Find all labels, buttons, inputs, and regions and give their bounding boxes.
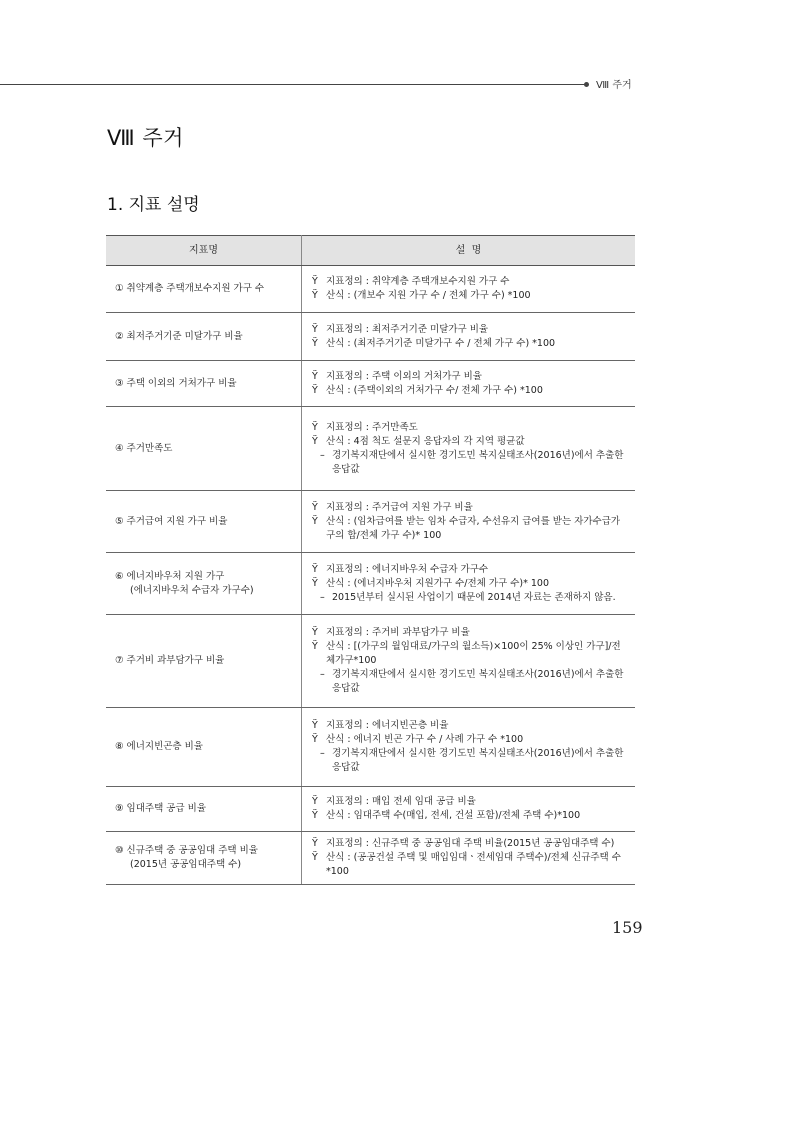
bullet-marker: Ÿ — [312, 276, 318, 287]
indicator-description-cell — [302, 313, 636, 361]
header-rule — [0, 84, 585, 85]
indicator-name: ③ 주택 이외의 거처가구 비율 — [115, 377, 237, 389]
bullet-marker: Ÿ — [312, 720, 318, 731]
description-bullet — [312, 421, 627, 435]
bullet-text: 산식 : (공공건설 주택 및 매입임대ㆍ전세임대 주택수)/전체 신규주택 수 *100 — [326, 852, 621, 877]
description-bullet — [312, 640, 627, 668]
bullet-text: 산식 : (주택이외의 거처가구 수/ 전체 가구 수) *100 — [326, 384, 543, 396]
indicator-description-cell — [302, 361, 636, 407]
indicator-description-cell — [302, 407, 636, 491]
dash-marker: – — [320, 449, 325, 461]
description-bullet — [312, 733, 627, 747]
subnote-text: 경기복지재단에서 실시한 경기도민 복지실태조사(2016년)에서 추출한 응답값 — [332, 748, 624, 773]
indicator-name: ⑧ 에너지빈곤층 비율 — [115, 741, 203, 752]
table-body — [106, 266, 635, 885]
bullet-text: 지표정의 : 최저주거기준 미달가구 비율 — [326, 323, 489, 335]
running-header: Ⅷ 주거 — [596, 80, 632, 91]
page-number: 159 — [612, 918, 643, 937]
bullet-text: 지표정의 : 주택 이외의 거처가구 비율 — [326, 370, 482, 382]
table-row — [106, 553, 635, 615]
description-bullet — [312, 851, 627, 879]
bullet-text: 지표정의 : 매입 전세 임대 공급 비율 — [326, 796, 476, 807]
description-bullet — [312, 323, 627, 337]
bullet-marker: Ÿ — [312, 435, 318, 447]
table-row — [106, 266, 635, 313]
description-bullet — [312, 337, 627, 351]
bullet-text: 지표정의 : 주거비 과부담가구 비율 — [326, 627, 470, 638]
dash-marker: – — [320, 748, 325, 759]
description-bullet — [312, 626, 627, 640]
description-bullet — [312, 435, 627, 449]
indicator-name-cell — [106, 313, 302, 361]
bullet-marker: Ÿ — [312, 563, 318, 575]
indicator-description-cell — [302, 553, 636, 615]
bullet-text: 산식 : (임차급여를 받는 임차 수급자, 수선유지 급여를 받는 자가수급가구의 합/전체 가구 수)* 100 — [326, 515, 621, 541]
chapter-title: Ⅷ 주거 — [107, 126, 184, 150]
indicator-description-cell — [302, 708, 636, 787]
indicator-name: ⑨ 임대주택 공급 비율 — [115, 803, 206, 814]
bullet-text: 산식 : (개보수 지원 가구 수 / 전체 가구 수) *100 — [326, 290, 531, 301]
bullet-marker: Ÿ — [312, 641, 318, 652]
table-row — [106, 787, 635, 832]
column-header-desc: 설 명 — [302, 236, 636, 266]
description-bullet — [312, 809, 627, 823]
indicator-name: ⑥ 에너지바우처 지원 가구 — [115, 570, 225, 582]
indicator-name-cell — [106, 361, 302, 407]
table-header-row — [106, 236, 635, 266]
description-subnote — [312, 449, 627, 477]
indicator-description-cell — [302, 832, 636, 885]
indicator-name-note: (2015년 공공임대주택 수) — [130, 859, 242, 870]
section-title: 1. 지표 설명 — [107, 195, 200, 215]
bullet-text: 산식 : (에너지바우처 지원가구 수/전체 가구 수)* 100 — [326, 577, 550, 589]
description-bullet — [312, 795, 627, 809]
indicator-table — [106, 235, 635, 885]
table-row — [106, 708, 635, 787]
description-bullet — [312, 515, 627, 543]
table-row — [106, 615, 635, 708]
bullet-text: 지표정의 : 취약계층 주택개보수지원 가구 수 — [326, 276, 510, 287]
indicator-description-cell — [302, 491, 636, 553]
indicator-description-cell — [302, 787, 636, 832]
description-subnote — [312, 591, 627, 605]
indicator-name-cell — [106, 708, 302, 787]
indicator-name-cell — [106, 615, 302, 708]
bullet-marker: Ÿ — [312, 852, 318, 863]
description-bullet — [312, 577, 627, 591]
table-row — [106, 313, 635, 361]
dash-marker: – — [320, 669, 325, 680]
indicator-name: ② 최저주거기준 미달가구 비율 — [115, 330, 243, 342]
indicator-name: ① 취약계층 주택개보수지원 가구 수 — [115, 283, 265, 294]
bullet-text: 산식 : 임대주택 수(매입, 전세, 건설 포함)/전체 주택 수)*100 — [326, 810, 581, 821]
bullet-marker: Ÿ — [312, 337, 318, 349]
bullet-marker: Ÿ — [312, 501, 318, 513]
subnote-text: 2015년부터 실시된 사업이기 때문에 2014년 자료는 존재하지 않음. — [332, 591, 616, 603]
bullet-marker: Ÿ — [312, 384, 318, 396]
bullet-marker: Ÿ — [312, 577, 318, 589]
bullet-text: 지표정의 : 에너지빈곤층 비율 — [326, 720, 449, 731]
description-bullet — [312, 384, 627, 398]
description-bullet — [312, 837, 627, 851]
bullet-text: 산식 : 4점 척도 설문지 응답자의 각 지역 평균값 — [326, 435, 525, 447]
indicator-name: ⑩ 신규주택 중 공공임대 주택 비율 — [115, 845, 258, 856]
indicator-name-cell — [106, 832, 302, 885]
description-bullet — [312, 501, 627, 515]
indicator-description-cell — [302, 615, 636, 708]
bullet-text: 산식 : [(가구의 월임대료/가구의 월소득)×100이 25% 이상인 가구]/전체가구*100 — [326, 641, 621, 666]
bullet-marker: Ÿ — [312, 627, 318, 638]
indicator-description-cell — [302, 266, 636, 313]
bullet-text: 지표정의 : 주거급여 지원 가구 비율 — [326, 501, 473, 513]
bullet-marker: Ÿ — [312, 290, 318, 301]
bullet-marker: Ÿ — [312, 838, 318, 849]
bullet-marker: Ÿ — [312, 421, 318, 433]
bullet-text: 산식 : 에너지 빈곤 가구 수 / 사례 가구 수 *100 — [326, 734, 524, 745]
column-header-name: 지표명 — [106, 236, 302, 266]
indicator-name-note: (에너지바우처 수급자 가구수) — [130, 584, 254, 596]
indicator-name: ④ 주거만족도 — [115, 442, 173, 454]
description-bullet — [312, 563, 627, 577]
description-bullet — [312, 719, 627, 733]
indicator-name-cell — [106, 266, 302, 313]
bullet-marker: Ÿ — [312, 810, 318, 821]
indicator-name-cell — [106, 787, 302, 832]
subnote-text: 경기복지재단에서 실시한 경기도민 복지실태조사(2016년)에서 추출한 응답값 — [332, 449, 624, 475]
subnote-text: 경기복지재단에서 실시한 경기도민 복지실태조사(2016년)에서 추출한 응답값 — [332, 669, 624, 694]
bullet-marker: Ÿ — [312, 734, 318, 745]
bullet-text: 산식 : (최저주거기준 미달가구 수 / 전체 가구 수) *100 — [326, 337, 556, 349]
bullet-text: 지표정의 : 주거만족도 — [326, 421, 418, 433]
bullet-text: 지표정의 : 신규주택 중 공공임대 주택 비율(2015년 공공임대주택 수) — [326, 838, 615, 849]
bullet-marker: Ÿ — [312, 323, 318, 335]
description-subnote — [312, 668, 627, 696]
indicator-name-cell — [106, 491, 302, 553]
description-bullet — [312, 370, 627, 384]
indicator-name-cell — [106, 407, 302, 491]
dash-marker: – — [320, 591, 325, 603]
table-row — [106, 832, 635, 885]
bullet-text: 지표정의 : 에너지바우처 수급자 가구수 — [326, 563, 489, 575]
description-bullet — [312, 289, 627, 303]
description-bullet — [312, 275, 627, 289]
table-row — [106, 407, 635, 491]
bullet-marker: Ÿ — [312, 796, 318, 807]
header-rule-end-dot — [584, 82, 589, 87]
bullet-marker: Ÿ — [312, 370, 318, 382]
indicator-name: ⑤ 주거급여 지원 가구 비율 — [115, 515, 228, 527]
table-row — [106, 491, 635, 553]
description-subnote — [312, 747, 627, 775]
bullet-marker: Ÿ — [312, 515, 318, 527]
indicator-name-cell — [106, 553, 302, 615]
indicator-name: ⑦ 주거비 과부담가구 비율 — [115, 655, 225, 666]
table-row — [106, 361, 635, 407]
